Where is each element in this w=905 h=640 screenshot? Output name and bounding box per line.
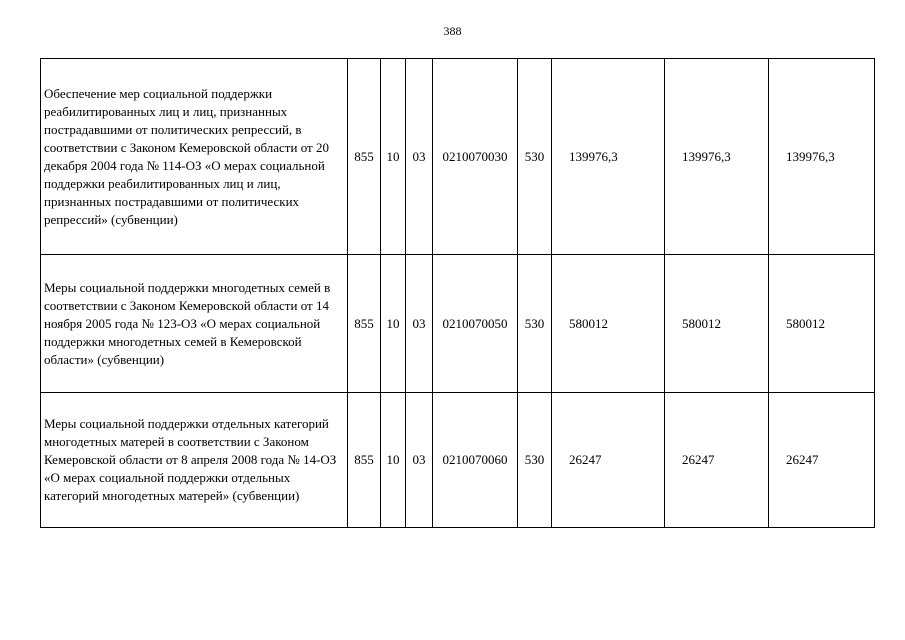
target-article-code: 0210070050 bbox=[433, 255, 518, 393]
amount-year-1: 580012 bbox=[552, 255, 665, 393]
page-number: 388 bbox=[443, 24, 462, 38]
expense-description: Обеспечение мер социальной поддержки реабилитированных лиц и лиц, признанных пострадавшими от политических репрессий, в соответствии с Законом Кемеровской области от 20 декабря 2004 года № 114-ОЗ «О мерах социальной поддержки реабилитированных лиц и лиц, признанных пострадавшими от политических репрессий» (субвенции) bbox=[41, 59, 348, 255]
expense-type-code: 530 bbox=[518, 59, 552, 255]
section-code: 10 bbox=[381, 59, 406, 255]
amount-year-2: 139976,3 bbox=[665, 59, 769, 255]
amount-year-1: 26247 bbox=[552, 393, 665, 528]
expense-description: Меры социальной поддержки многодетных семей в соответствии с Законом Кемеровской области от 14 ноября 2005 года № 123-ОЗ «О мерах социальной поддержки многодетных семей в Кемеровской области» (субвенции) bbox=[41, 255, 348, 393]
amount-year-3: 26247 bbox=[769, 393, 875, 528]
amount-year-2: 26247 bbox=[665, 393, 769, 528]
target-article-code: 0210070060 bbox=[433, 393, 518, 528]
expense-type-code: 530 bbox=[518, 255, 552, 393]
target-article-code: 0210070030 bbox=[433, 59, 518, 255]
ministry-code: 855 bbox=[348, 59, 381, 255]
section-code: 10 bbox=[381, 255, 406, 393]
table-row bbox=[41, 393, 875, 528]
subsection-code: 03 bbox=[406, 59, 433, 255]
subsection-code: 03 bbox=[406, 255, 433, 393]
table-row bbox=[41, 59, 875, 255]
amount-year-2: 580012 bbox=[665, 255, 769, 393]
section-code: 10 bbox=[381, 393, 406, 528]
amount-year-3: 580012 bbox=[769, 255, 875, 393]
amount-year-3: 139976,3 bbox=[769, 59, 875, 255]
amount-year-1: 139976,3 bbox=[552, 59, 665, 255]
ministry-code: 855 bbox=[348, 255, 381, 393]
expense-description: Меры социальной поддержки отдельных категорий многодетных матерей в соответствии с Законом Кемеровской области от 8 апреля 2008 года № 14-ОЗ «О мерах социальной поддержки отдельных категорий многодетных матерей» (субвенции) bbox=[41, 393, 348, 528]
subsection-code: 03 bbox=[406, 393, 433, 528]
ministry-code: 855 bbox=[348, 393, 381, 528]
table-row bbox=[41, 255, 875, 393]
budget-table bbox=[40, 58, 875, 528]
expense-type-code: 530 bbox=[518, 393, 552, 528]
